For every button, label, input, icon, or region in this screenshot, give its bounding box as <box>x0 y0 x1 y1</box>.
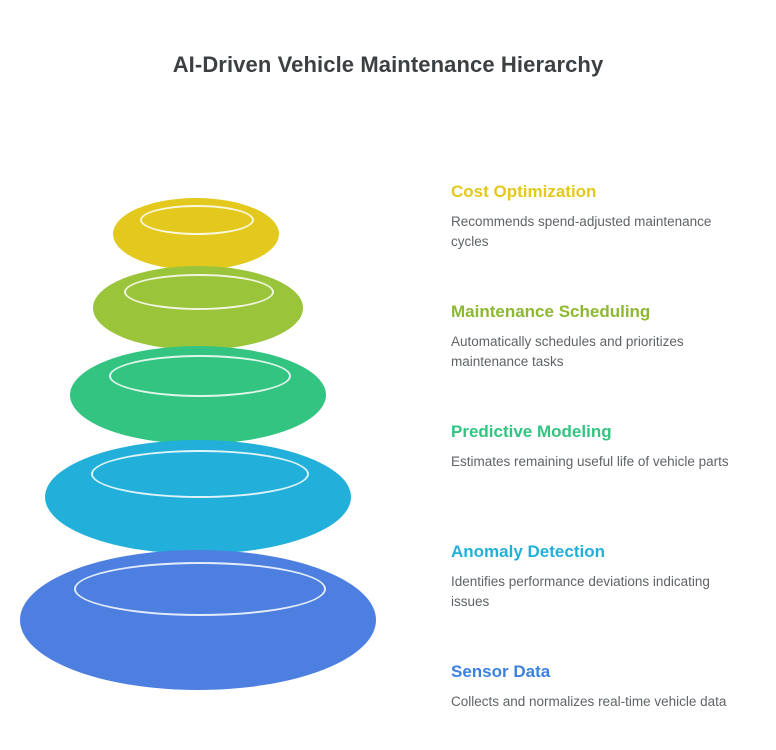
label-description-sensor-data: Collects and normalizes real-time vehicle data <box>451 694 727 710</box>
label-description-anomaly-detection: Identifies performance deviations indicating issues <box>451 574 710 609</box>
label-title-maintenance-scheduling: Maintenance Scheduling <box>451 302 651 321</box>
ellipse-stack <box>20 170 420 750</box>
label-block-anomaly-detection <box>451 542 751 612</box>
diagram-layer-cost-optimization[interactable] <box>113 198 279 270</box>
layer-inner-ring-icon <box>124 274 274 310</box>
label-title-sensor-data: Sensor Data <box>451 662 551 681</box>
label-block-maintenance-scheduling <box>451 302 751 372</box>
layer-inner-ring-icon <box>91 450 309 498</box>
page-title: AI-Driven Vehicle Maintenance Hierarchy <box>172 52 604 77</box>
label-block-cost-optimization <box>451 182 751 252</box>
layer-inner-ring-icon <box>74 562 326 616</box>
diagram-layer-anomaly-detection[interactable] <box>45 440 351 554</box>
label-title-cost-optimization: Cost Optimization <box>451 182 597 201</box>
label-block-sensor-data <box>451 662 751 712</box>
label-description-cost-optimization: Recommends spend-adjusted maintenance cycles <box>451 214 712 249</box>
layer-inner-ring-icon <box>140 205 254 235</box>
label-title-anomaly-detection: Anomaly Detection <box>451 542 605 561</box>
label-title-predictive-modeling: Predictive Modeling <box>451 422 612 441</box>
diagram-layer-sensor-data[interactable] <box>20 550 376 690</box>
diagram-layer-predictive-modeling[interactable] <box>70 346 326 444</box>
label-description-maintenance-scheduling: Automatically schedules and prioritizes maintenance tasks <box>451 334 684 369</box>
layer-inner-ring-icon <box>109 355 291 397</box>
diagram-layer-maintenance-scheduling[interactable] <box>93 266 303 350</box>
label-block-predictive-modeling <box>451 422 751 472</box>
label-description-predictive-modeling: Estimates remaining useful life of vehicle parts <box>451 454 729 470</box>
